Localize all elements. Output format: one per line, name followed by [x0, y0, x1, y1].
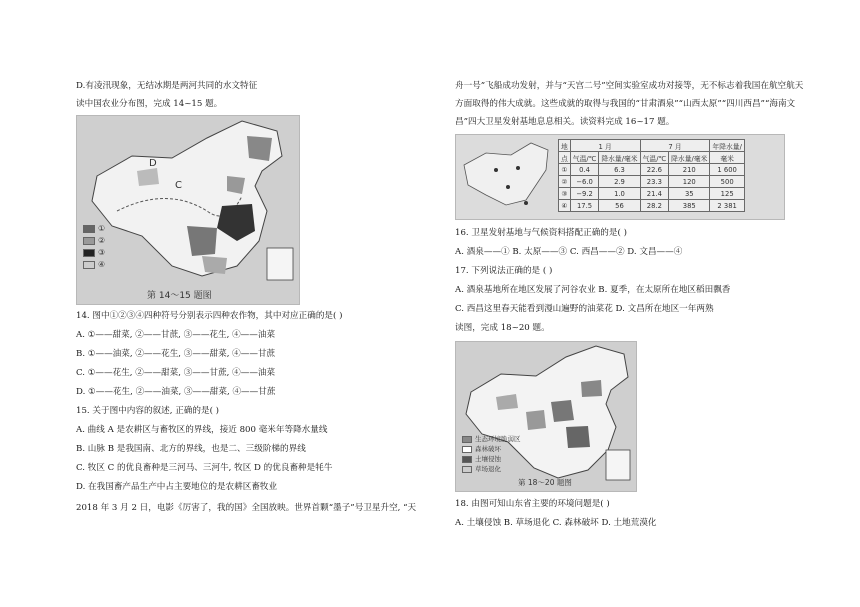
table-header: 降水量/毫米 [599, 152, 640, 164]
option-b: B. 山脉 B 是我国南、北方的界线，也是二、三级阶梯的界线 [76, 444, 306, 454]
options-18: A. 土壤侵蚀 B. 草场退化 C. 森林破坏 D. 土地荒漠化 [455, 518, 657, 528]
legend-swatch [83, 237, 95, 245]
legend-item: 生态环境脆弱区 [462, 434, 521, 443]
legend-swatch [462, 466, 472, 473]
text-line: 昌”四大卫星发射基地息息相关。读资料完成 16~17 题。 [455, 117, 675, 127]
table-row: ④ 17.5 56 28.2 385 2 381 [559, 200, 745, 212]
option-d: D. ①——花生, ②——油菜, ③——甜菜, ④——甘蔗 [76, 387, 276, 397]
legend-item: ② [83, 236, 105, 245]
china-map-illustration [77, 116, 299, 304]
legend-item: 草场退化 [462, 464, 501, 473]
legend-swatch [83, 225, 95, 233]
table-row: ② −6.0 2.9 23.3 120 500 [559, 176, 745, 188]
climate-figure [455, 134, 785, 220]
legend-swatch [83, 249, 95, 257]
map-caption: 第 18～20 题图 [518, 478, 572, 487]
agriculture-map [76, 115, 300, 305]
question-18: 18. 由图可知山东省主要的环境问题是( ) [455, 499, 610, 509]
map-label-c: C [175, 180, 182, 191]
options-17-ab: A. 酒泉基地所在地区发展了河谷农业 B. 夏季，在太原所在地区稻田飘香 [455, 285, 731, 295]
legend-swatch [462, 436, 472, 443]
option-a: A. 曲线 A 是农耕区与畜牧区的界线，接近 800 毫米年等降水量线 [76, 425, 328, 435]
table-header: 年降水量/ [710, 140, 744, 152]
text-line: 2018 年 3 月 2 日，电影《厉害了，我的国》全国放映。世界首颗“墨子”号卫星升空, “天 [76, 503, 417, 513]
text-line: 读中国农业分布图，完成 14~15 题。 [76, 99, 223, 109]
legend-item: 森林破坏 [462, 444, 501, 453]
question-17: 17. 下列说法正确的是 ( ) [455, 266, 553, 276]
environment-map [455, 341, 637, 492]
table-header: 气温/℃ [570, 152, 599, 164]
legend-swatch [462, 446, 472, 453]
text-line: 读图，完成 18~20 题。 [455, 323, 550, 333]
option-c: C. ①——花生, ②——甜菜, ③——甘蔗, ④——油菜 [76, 368, 276, 378]
text-line: 方面取得的伟大成就。这些成就的取得与我国的“甘肃酒泉”“山西太原”“四川西昌”“海南文 [455, 99, 796, 109]
option-c: C. 牧区 C 的优良畜种是三河马、三河牛, 牧区 D 的优良畜种是牦牛 [76, 463, 333, 473]
option-a: A. ①——甜菜, ②——甘蔗, ③——花生, ④——油菜 [76, 330, 276, 340]
legend-item: ① [83, 224, 105, 233]
question-16: 16. 卫星发射基地与气候资料搭配正确的是( ) [455, 228, 627, 238]
table-row: ① 0.4 6.3 22.6 210 1 600 [559, 164, 745, 176]
map-caption: 第 14～15 题图 [147, 291, 212, 301]
map-label-d: D [149, 158, 157, 169]
table-header: 7 月 [640, 140, 710, 152]
legend-item: ④ [83, 260, 105, 269]
options-17-cd: C. 西昌这里春天能看到漫山遍野的油菜花 D. 文昌所在地区一年两熟 [455, 304, 714, 314]
legend-item: 土壤侵蚀 [462, 454, 501, 463]
table-header: 毫米 [710, 152, 744, 164]
legend-swatch [462, 456, 472, 463]
option-d: D. 在我国畜产品生产中占主要地位的是农耕区畜牧业 [76, 482, 278, 492]
table-header: 气温/℃ [640, 152, 669, 164]
climate-table [558, 139, 745, 212]
question-14: 14. 图中①②③④四种符号分别表示四种农作物，其中对应正确的是( ) [76, 311, 343, 321]
table-header: 降水量/毫米 [669, 152, 710, 164]
table-header: 点 [559, 152, 571, 164]
table-row: ③ −9.2 1.0 21.4 35 125 [559, 188, 745, 200]
text-line: 舟一号”飞船成功发射，并与“天宫二号”空间实验室成功对接等，无不标志着我国在航空航天 [455, 81, 804, 91]
table-header: 地 [559, 140, 571, 152]
options-16: A. 酒泉——① B. 太原——③ C. 西昌——② D. 文昌——④ [455, 247, 683, 257]
table-header: 1 月 [570, 140, 640, 152]
question-15: 15. 关于图中内容的叙述, 正确的是( ) [76, 406, 220, 416]
legend-item: ③ [83, 248, 105, 257]
legend-swatch [83, 261, 95, 269]
option-b: B. ①——油菜, ②——花生, ③——甜菜, ④——甘蔗 [76, 349, 276, 359]
launch-sites-map [456, 135, 556, 219]
text-line: D.有凌汛现象，无结冰期是两河共同的水文特征 [76, 81, 258, 91]
